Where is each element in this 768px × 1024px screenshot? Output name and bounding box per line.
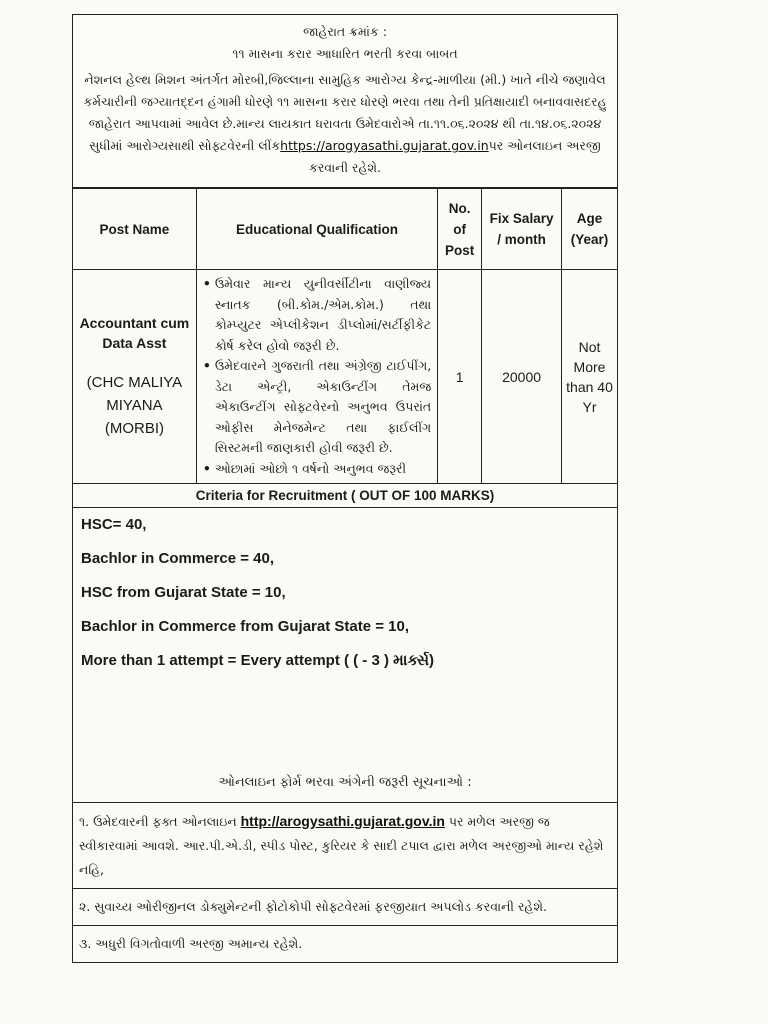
table-header-row bbox=[73, 189, 618, 270]
notice-text-end: પર ઓનલાઇન અરજી કરવાની રહેશે. bbox=[309, 138, 601, 175]
instructions-title: ઓનલાઇન ફોર્મ ભરવા અંગેની જરૂરી સૂચનાઓ : bbox=[218, 775, 472, 790]
post-location: (CHC MALIYA MIYANA (MORBI) bbox=[86, 374, 183, 437]
arogysathi-link[interactable]: http://arogysathi.gujarat.gov.in bbox=[240, 813, 445, 829]
criteria-item: HSC from Gujarat State = 10, bbox=[81, 584, 286, 601]
instruction-1-text: ૧. ઉમેદવારની ફક્ત ઓનલાઇન bbox=[79, 814, 241, 829]
notice-paragraph bbox=[83, 69, 607, 179]
criteria-list bbox=[73, 508, 617, 670]
notice-text: નેશનલ હેલ્થ મિશન અંતર્ગત મોરબી,જિલ્લાના સામુહિક આરોગ્ય કેન્દ્ર-માળીયા (મી.) ખાતે નીચે જણાવેલ કર્મચારીની જગ્યાતદ્દન હંગામી ધોરણે ૧૧ માસના કરાર ધોરણે ભરવા તથા તેની પ્રતિક્ષાયાદી બનાવવાસદરહુ જાહેરાત આપવામાં આવેલ છે.માન્ય લાયકાત ધરાવતા ઉમેદવારોએ તા.૧૧.૦૬.૨૦૨૪ થી તા.૧૪.૦૬.૨૦૨૪ સુધીમાં આરોગ્યસાથી સોફ્ટવેરની લીંક bbox=[83, 72, 607, 153]
col-header-post-name: Post Name bbox=[73, 189, 197, 270]
instruction-1 bbox=[72, 803, 618, 889]
no-of-post-cell: 1 bbox=[438, 270, 482, 484]
arogyasathi-link[interactable]: https://arogyasathi.gujarat.gov.in bbox=[280, 138, 489, 153]
qualification-item: • ઉમેદવારને ગુજરાતી તથા અંગ્રેજી ટાઈપીંગ, ડેટા એન્ટ્રી, એકાઉન્ટીંગ તેમજ એકાઉન્ટીંગ સોફ્ટવેરનો અનુભવ ઉપરાંત ઓફીસ મેનેજમેન્ટ તથા ફાઈલીંગ સિસ્ટમની જાણકારી હોવી જરૂરી છે. bbox=[203, 356, 431, 459]
notice-subject: ૧૧ માસના કરાર આધારિત ભરતી કરવા બાબત bbox=[232, 46, 458, 61]
qualification-item: • ઉમેવાર માન્ય યુનીવર્સીટીના વાણીજ્ય સ્નાતક (બી.કોમ./એમ.કોમ.) તથા કોમ્પ્યુટર એપ્લીકેશન ડીપ્લોમાં/સર્ટીફીકેટ કોર્ષ કરેલ હોવો જરૂરી છે. bbox=[203, 274, 431, 356]
post-name: Accountant cum Data Asst bbox=[79, 315, 190, 351]
salary-cell: 20000 bbox=[482, 270, 562, 484]
criteria-item: HSC= 40, bbox=[81, 516, 147, 533]
age-cell: Not More than 40 Yr bbox=[562, 270, 618, 484]
criteria-title: Criteria for Recruitment ( OUT OF 100 MARKS) bbox=[73, 484, 617, 508]
table-row bbox=[73, 270, 618, 484]
criteria-item: Bachlor in Commerce from Gujarat State = 10, bbox=[81, 618, 410, 635]
col-header-qualification: Educational Qualification bbox=[196, 189, 437, 270]
criteria-item: More than 1 attempt = Every attempt ( ( - 3 ) માર્ક્સ) bbox=[81, 652, 435, 669]
qualification-cell bbox=[196, 270, 437, 484]
col-header-age: Age (Year) bbox=[562, 189, 618, 270]
posts-table bbox=[72, 188, 618, 484]
instruction-1-text-end: પર મળેલ અરજી જ સ્વીકારવામાં આવશે. આર.પી.એ.ડી, સ્પીડ પોસ્ટ, કુરિયર કે સાદી ટપાલ દ્વારા મળેલ અરજીઓ માન્ય રહેશે નહિ, bbox=[79, 814, 604, 877]
notice-header bbox=[72, 14, 618, 188]
post-name-cell bbox=[73, 270, 197, 484]
criteria-section bbox=[72, 484, 618, 803]
recruitment-notice bbox=[72, 14, 618, 963]
instruction-2: ૨. સુવાચ્ય ઓરીજીનલ ડોક્યુમેન્ટની ફોટોકોપી સોફ્ટવેરમાં ફરજીયાત અપલોડ કરવાની રહેશે. bbox=[72, 889, 618, 926]
instruction-3: ૩. અધુરી વિગતોવાળી અરજી અમાન્ય રહેશે. bbox=[72, 926, 618, 963]
advertisement-number: જાહેરાત ક્રમાંક : bbox=[303, 24, 387, 39]
criteria-item: Bachlor in Commerce = 40, bbox=[81, 550, 274, 567]
col-header-no-of-post: No. of Post bbox=[438, 189, 482, 270]
qualification-item: • ઓછામાં ઓછો ૧ વર્ષનો અનુભવ જરૂરી bbox=[203, 459, 431, 480]
col-header-salary: Fix Salary / month bbox=[482, 189, 562, 270]
